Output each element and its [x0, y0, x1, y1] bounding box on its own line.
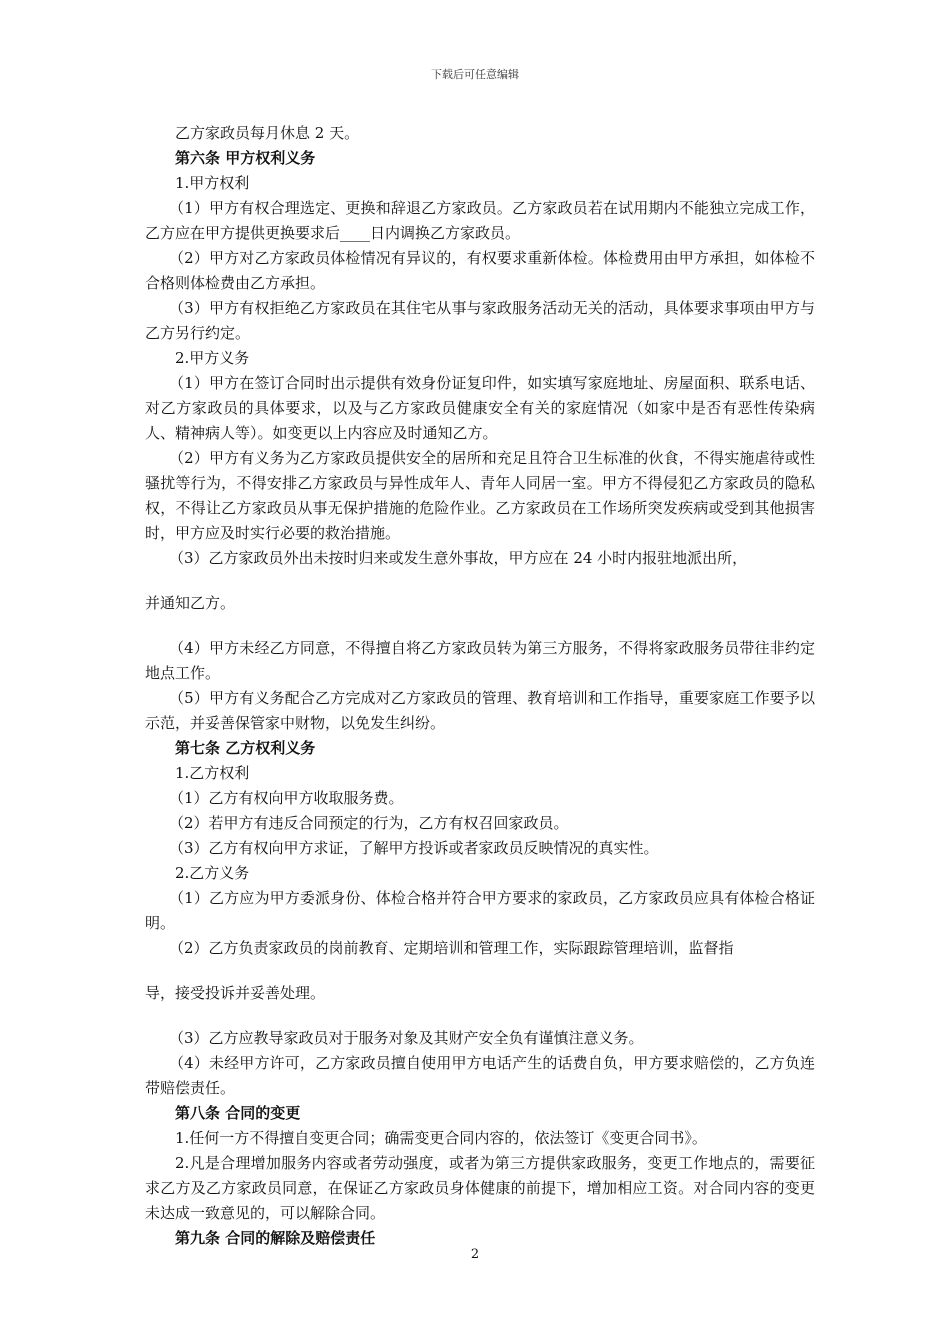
paragraph: （2）甲方对乙方家政员体检情况有异议的，有权要求重新体检。体检费用由甲方承担，如体检不合格则体检费由乙方承担。 — [145, 249, 815, 292]
paragraph: （1）甲方有权合理选定、更换和辞退乙方家政员。乙方家政员若在试用期内不能独立完成工作，乙方应在甲方提供更换要求后____日内调换乙方家政员。 — [145, 199, 815, 242]
paragraph: （4）甲方未经乙方同意，不得擅自将乙方家政员转为第三方服务，不得将家政服务员带往非约定地点工作。 — [145, 639, 815, 682]
section-heading: 第六条 甲方权利义务 — [175, 149, 316, 167]
paragraph: 2.甲方义务 — [175, 349, 250, 367]
paragraph: （3）乙方应教导家政员对于服务对象及其财产安全负有谨慎注意义务。 — [169, 1029, 644, 1047]
paragraph: （3）乙方有权向甲方求证，了解甲方投诉或者家政员反映情况的真实性。 — [169, 839, 659, 857]
paragraph: （3）甲方有权拒绝乙方家政员在其住宅从事与家政服务活动无关的活动，具体要求事项由甲方与乙方另行约定。 — [145, 299, 815, 342]
page-header: 下载后可任意编辑 — [431, 68, 519, 81]
section-heading: 第九条 合同的解除及赔偿责任 — [175, 1229, 376, 1247]
section-heading: 第七条 乙方权利义务 — [175, 739, 316, 757]
paragraph: （5）甲方有义务配合乙方完成对乙方家政员的管理、教育培训和工作指导，重要家庭工作要予以示范，并妥善保管家中财物，以免发生纠纷。 — [145, 689, 815, 732]
paragraph: 并通知乙方。 — [145, 594, 236, 612]
paragraph: （3）乙方家政员外出未按时归来或发生意外事故，甲方应在 24 小时内报驻地派出所， — [169, 549, 748, 567]
document-body — [145, 121, 815, 1251]
paragraph: 1.任何一方不得擅自变更合同；确需变更合同内容的，依法签订《变更合同书》。 — [175, 1129, 707, 1147]
page-number: 2 — [470, 1247, 480, 1262]
paragraph: 乙方家政员每月休息 2 天。 — [175, 124, 360, 142]
paragraph: （4）未经甲方许可，乙方家政员擅自使用甲方电话产生的话费自负，甲方要求赔偿的，乙方负连带赔偿责任。 — [145, 1054, 815, 1097]
paragraph: 导，接受投诉并妥善处理。 — [145, 984, 326, 1002]
paragraph: 2.凡是合理增加服务内容或者劳动强度，或者为第三方提供家政服务，变更工作地点的，需要征求乙方及乙方家政员同意，在保证乙方家政员身体健康的前提下，增加相应工资。对合同内容的变更未达成一致意见的，可以解除合同。 — [145, 1154, 815, 1222]
paragraph: （2）乙方负责家政员的岗前教育、定期培训和管理工作，实际跟踪管理培训，监督指 — [169, 939, 734, 957]
paragraph: （1）甲方在签订合同时出示提供有效身份证复印件，如实填写家庭地址、房屋面积、联系电话、对乙方家政员的具体要求，以及与乙方家政员健康安全有关的家庭情况（如家中是否有恶性传染病人、精神病人等）。如变更以上内容应及时通知乙方。 — [145, 374, 815, 442]
paragraph: 1.乙方权利 — [175, 764, 250, 782]
paragraph: （1）乙方应为甲方委派身份、体检合格并符合甲方要求的家政员，乙方家政员应具有体检合格证明。 — [145, 889, 815, 932]
paragraph: （1）乙方有权向甲方收取服务费。 — [169, 789, 404, 807]
paragraph: （2）甲方有义务为乙方家政员提供安全的居所和充足且符合卫生标准的伙食，不得实施虐待或性骚扰等行为，不得安排乙方家政员与异性成年人、青年人同居一室。甲方不得侵犯乙方家政员的隐私权，不得让乙方家政员从事无保护措施的危险作业。乙方家政员在工作场所突发疾病或受到其他损害时，甲方应及时实行必要的救治措施。 — [145, 449, 815, 542]
paragraph: 1.甲方权利 — [175, 174, 250, 192]
section-heading: 第八条 合同的变更 — [175, 1104, 301, 1122]
paragraph: 2.乙方义务 — [175, 864, 250, 882]
paragraph: （2）若甲方有违反合同预定的行为，乙方有权召回家政员。 — [169, 814, 569, 832]
